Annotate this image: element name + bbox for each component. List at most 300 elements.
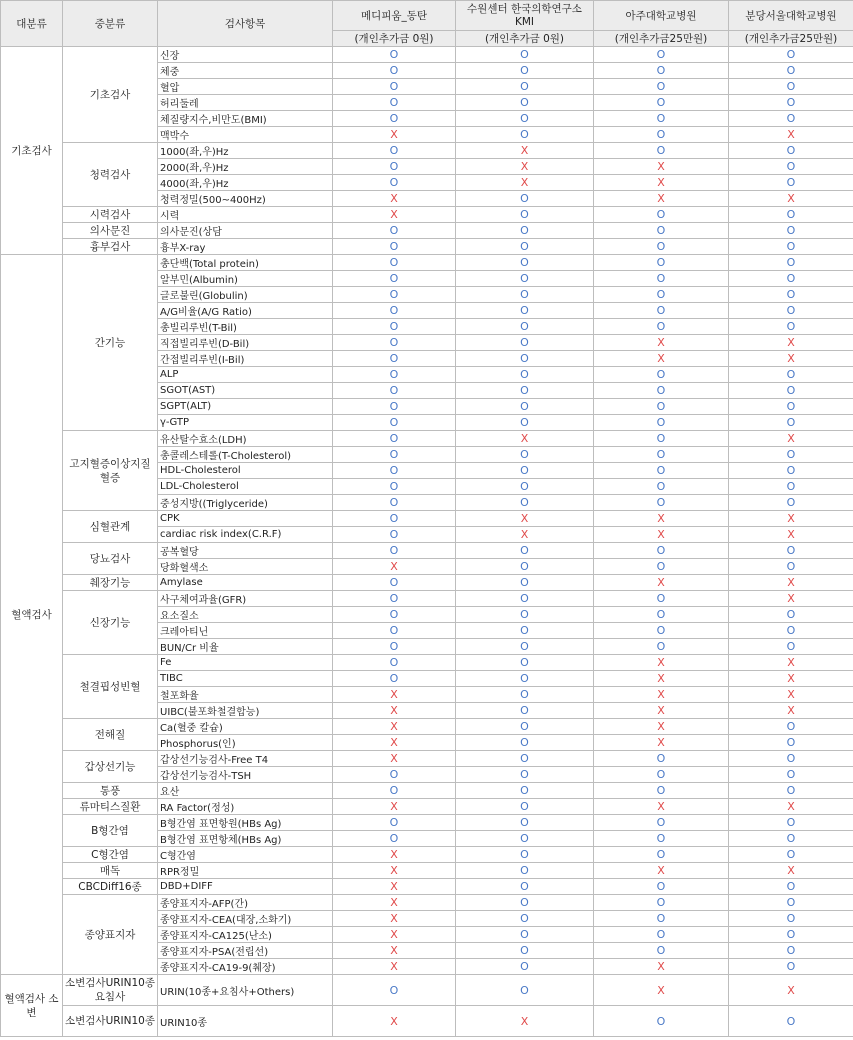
included-mark: O (333, 159, 456, 175)
test-item: 신장 (158, 47, 333, 63)
not-included-mark: X (729, 799, 853, 815)
included-mark: O (456, 847, 594, 863)
test-item: 직접빌리루빈(D-Bil) (158, 335, 333, 351)
included-mark: O (333, 447, 456, 463)
included-mark: O (333, 479, 456, 495)
test-item: Phosphorus(인) (158, 735, 333, 751)
included-mark: O (729, 319, 853, 335)
test-item: 종양표지자-CA125(난소) (158, 927, 333, 943)
middle-category: 매독 (63, 863, 158, 879)
included-mark: O (594, 431, 729, 447)
not-included-mark: X (594, 191, 729, 207)
test-item: Amylase (158, 575, 333, 591)
included-mark: O (729, 79, 853, 95)
test-item: 1000(좌,우)Hz (158, 143, 333, 159)
included-mark: O (594, 495, 729, 511)
included-mark: O (456, 831, 594, 847)
test-item: 요산 (158, 783, 333, 799)
middle-category: 류마티스질환 (63, 799, 158, 815)
test-item: 종양표지자-PSA(전립선) (158, 943, 333, 959)
included-mark: O (456, 719, 594, 735)
not-included-mark: X (333, 703, 456, 719)
included-mark: O (594, 751, 729, 767)
middle-category: 기초검사 (63, 47, 158, 143)
table-row (1, 1006, 853, 1037)
test-item: 공복혈당 (158, 543, 333, 559)
included-mark: O (729, 543, 853, 559)
included-mark: O (456, 255, 594, 271)
test-item: 크레아티닌 (158, 623, 333, 639)
not-included-mark: X (333, 911, 456, 927)
table-row (1, 591, 853, 607)
included-mark: O (594, 223, 729, 239)
included-mark: O (456, 95, 594, 111)
included-mark: O (333, 143, 456, 159)
included-mark: O (594, 1006, 729, 1037)
header-hospital-3: 아주대학교병원 (594, 1, 729, 31)
not-included-mark: X (333, 799, 456, 815)
included-mark: O (456, 271, 594, 287)
included-mark: O (456, 943, 594, 959)
included-mark: O (456, 47, 594, 63)
included-mark: O (456, 895, 594, 911)
included-mark: O (333, 543, 456, 559)
included-mark: O (456, 799, 594, 815)
included-mark: O (594, 463, 729, 479)
header-major: 대분류 (1, 1, 63, 47)
not-included-mark: X (594, 863, 729, 879)
middle-category: 청력검사 (63, 143, 158, 207)
middle-category: 당뇨검사 (63, 543, 158, 575)
test-item: Ca(혈중 칼슘) (158, 719, 333, 735)
not-included-mark: X (729, 527, 853, 543)
test-item: 중성지방((Triglyceride) (158, 495, 333, 511)
not-included-mark: X (456, 143, 594, 159)
not-included-mark: X (333, 735, 456, 751)
included-mark: O (456, 287, 594, 303)
included-mark: O (594, 591, 729, 607)
included-mark: O (333, 655, 456, 671)
test-item: 시력 (158, 207, 333, 223)
table-row (1, 975, 853, 1006)
test-item: LDL-Cholesterol (158, 479, 333, 495)
included-mark: O (456, 655, 594, 671)
included-mark: O (594, 479, 729, 495)
test-item: 총단백(Total protein) (158, 255, 333, 271)
included-mark: O (456, 303, 594, 319)
included-mark: O (456, 927, 594, 943)
included-mark: O (333, 831, 456, 847)
table-row (1, 751, 853, 767)
included-mark: O (594, 623, 729, 639)
included-mark: O (456, 975, 594, 1006)
included-mark: O (594, 63, 729, 79)
included-mark: O (594, 143, 729, 159)
included-mark: O (594, 79, 729, 95)
included-mark: O (594, 815, 729, 831)
not-included-mark: X (333, 943, 456, 959)
included-mark: O (333, 431, 456, 447)
test-item: 갑상선기능검사-TSH (158, 767, 333, 783)
not-included-mark: X (729, 863, 853, 879)
included-mark: O (729, 111, 853, 127)
included-mark: O (594, 879, 729, 895)
test-item: SGPT(ALT) (158, 399, 333, 415)
not-included-mark: X (729, 127, 853, 143)
middle-category: 시력검사 (63, 207, 158, 223)
test-item: 간접빌리루빈(I-Bil) (158, 351, 333, 367)
test-item: 총콜레스테롤(T-Cholesterol) (158, 447, 333, 463)
test-item: 4000(좌,우)Hz (158, 175, 333, 191)
included-mark: O (333, 591, 456, 607)
included-mark: O (456, 351, 594, 367)
included-mark: O (456, 687, 594, 703)
not-included-mark: X (594, 335, 729, 351)
test-item: 요소질소 (158, 607, 333, 623)
included-mark: O (333, 767, 456, 783)
test-item: 갑상선기능검사-Free T4 (158, 751, 333, 767)
included-mark: O (333, 303, 456, 319)
table-row (1, 511, 853, 527)
included-mark: O (594, 255, 729, 271)
included-mark: O (456, 591, 594, 607)
included-mark: O (729, 287, 853, 303)
table-row (1, 239, 853, 255)
included-mark: O (333, 607, 456, 623)
test-item: CPK (158, 511, 333, 527)
included-mark: O (456, 447, 594, 463)
test-item: 흉부X-ray (158, 239, 333, 255)
table-row (1, 815, 853, 831)
included-mark: O (594, 207, 729, 223)
included-mark: O (729, 639, 853, 655)
header-middle: 중분류 (63, 1, 158, 47)
included-mark: O (729, 719, 853, 735)
included-mark: O (729, 447, 853, 463)
included-mark: O (333, 111, 456, 127)
table-row (1, 783, 853, 799)
test-item: γ-GTP (158, 415, 333, 431)
middle-category: 간기능 (63, 255, 158, 431)
middle-category: 신장기능 (63, 591, 158, 655)
included-mark: O (333, 287, 456, 303)
included-mark: O (456, 783, 594, 799)
included-mark: O (729, 95, 853, 111)
test-item: 종양표지자-CEA(대장,소화기) (158, 911, 333, 927)
included-mark: O (333, 527, 456, 543)
included-mark: O (456, 639, 594, 655)
not-included-mark: X (594, 351, 729, 367)
not-included-mark: X (333, 1006, 456, 1037)
included-mark: O (594, 239, 729, 255)
header-cost-4: (개인추가금25만원) (729, 31, 853, 47)
test-item: SGOT(AST) (158, 383, 333, 399)
included-mark: O (333, 255, 456, 271)
included-mark: O (456, 127, 594, 143)
table-row (1, 655, 853, 671)
included-mark: O (456, 111, 594, 127)
middle-category: 췌장기능 (63, 575, 158, 591)
included-mark: O (333, 239, 456, 255)
middle-category: 흉부검사 (63, 239, 158, 255)
included-mark: O (594, 895, 729, 911)
not-included-mark: X (594, 687, 729, 703)
included-mark: O (729, 399, 853, 415)
header-cost-3: (개인추가금25만원) (594, 31, 729, 47)
included-mark: O (333, 495, 456, 511)
included-mark: O (594, 607, 729, 623)
not-included-mark: X (729, 671, 853, 687)
middle-category: C형간염 (63, 847, 158, 863)
included-mark: O (729, 255, 853, 271)
included-mark: O (594, 399, 729, 415)
included-mark: O (729, 783, 853, 799)
included-mark: O (456, 911, 594, 927)
included-mark: O (729, 607, 853, 623)
not-included-mark: X (729, 591, 853, 607)
included-mark: O (729, 367, 853, 383)
included-mark: O (333, 975, 456, 1006)
test-item: 의사문진(상담 (158, 223, 333, 239)
included-mark: O (333, 463, 456, 479)
included-mark: O (456, 863, 594, 879)
included-mark: O (729, 895, 853, 911)
included-mark: O (333, 415, 456, 431)
table-row (1, 143, 853, 159)
included-mark: O (729, 159, 853, 175)
not-included-mark: X (729, 191, 853, 207)
included-mark: O (456, 415, 594, 431)
included-mark: O (729, 47, 853, 63)
test-item: 종양표지자-CA19-9(췌장) (158, 959, 333, 975)
not-included-mark: X (594, 719, 729, 735)
header-cost-1: (개인추가금 0원) (333, 31, 456, 47)
included-mark: O (594, 639, 729, 655)
included-mark: O (456, 335, 594, 351)
included-mark: O (729, 63, 853, 79)
included-mark: O (456, 399, 594, 415)
included-mark: O (594, 911, 729, 927)
included-mark: O (594, 559, 729, 575)
test-item: URIN10종 (158, 1006, 333, 1037)
test-item: 알부민(Albumin) (158, 271, 333, 287)
included-mark: O (729, 463, 853, 479)
header-hospital-4: 분당서울대학교병원 (729, 1, 853, 31)
major-category: 기초검사 (1, 47, 63, 255)
included-mark: O (594, 319, 729, 335)
not-included-mark: X (729, 511, 853, 527)
included-mark: O (594, 767, 729, 783)
included-mark: O (729, 879, 853, 895)
table-row (1, 799, 853, 815)
middle-category: 심혈관계 (63, 511, 158, 543)
not-included-mark: X (594, 703, 729, 719)
test-item: Fe (158, 655, 333, 671)
test-item: UIBC(불포화철결합능) (158, 703, 333, 719)
included-mark: O (729, 479, 853, 495)
header-item: 검사항목 (158, 1, 333, 47)
test-item: B형간염 표면항체(HBs Ag) (158, 831, 333, 847)
middle-category: 소변검사URIN10종 (63, 1006, 158, 1037)
middle-category: CBCDiff16종 (63, 879, 158, 895)
major-category: 혈액검사 소변 (1, 975, 63, 1037)
included-mark: O (594, 287, 729, 303)
included-mark: O (456, 671, 594, 687)
not-included-mark: X (594, 735, 729, 751)
included-mark: O (594, 943, 729, 959)
test-item: cardiac risk index(C.R.F) (158, 527, 333, 543)
included-mark: O (594, 95, 729, 111)
not-included-mark: X (333, 191, 456, 207)
included-mark: O (729, 1006, 853, 1037)
included-mark: O (729, 927, 853, 943)
included-mark: O (333, 47, 456, 63)
test-item: 유산탈수효소(LDH) (158, 431, 333, 447)
included-mark: O (729, 943, 853, 959)
included-mark: O (333, 511, 456, 527)
included-mark: O (456, 767, 594, 783)
included-mark: O (333, 623, 456, 639)
not-included-mark: X (333, 559, 456, 575)
header-hospital-1: 메디피움_동탄 (333, 1, 456, 31)
table-row (1, 719, 853, 735)
included-mark: O (333, 367, 456, 383)
included-mark: O (729, 767, 853, 783)
header-cost-2: (개인추가금 0원) (456, 31, 594, 47)
not-included-mark: X (456, 175, 594, 191)
test-item: 사구체여과율(GFR) (158, 591, 333, 607)
included-mark: O (594, 383, 729, 399)
not-included-mark: X (729, 687, 853, 703)
test-item: 총빌리루빈(T-Bil) (158, 319, 333, 335)
included-mark: O (594, 927, 729, 943)
not-included-mark: X (333, 927, 456, 943)
included-mark: O (594, 783, 729, 799)
not-included-mark: X (456, 159, 594, 175)
included-mark: O (456, 239, 594, 255)
included-mark: O (456, 367, 594, 383)
not-included-mark: X (333, 847, 456, 863)
included-mark: O (456, 223, 594, 239)
not-included-mark: X (729, 351, 853, 367)
included-mark: O (333, 271, 456, 287)
included-mark: O (729, 831, 853, 847)
test-item: A/G비율(A/G Ratio) (158, 303, 333, 319)
included-mark: O (729, 735, 853, 751)
test-item: TIBC (158, 671, 333, 687)
included-mark: O (594, 303, 729, 319)
not-included-mark: X (594, 575, 729, 591)
included-mark: O (456, 495, 594, 511)
included-mark: O (456, 479, 594, 495)
included-mark: O (456, 319, 594, 335)
included-mark: O (456, 79, 594, 95)
included-mark: O (333, 79, 456, 95)
included-mark: O (456, 575, 594, 591)
included-mark: O (333, 95, 456, 111)
not-included-mark: X (594, 175, 729, 191)
table-row (1, 847, 853, 863)
middle-category: 전해질 (63, 719, 158, 751)
included-mark: O (456, 463, 594, 479)
table-row (1, 207, 853, 223)
included-mark: O (729, 303, 853, 319)
included-mark: O (594, 47, 729, 63)
not-included-mark: X (729, 975, 853, 1006)
middle-category: 종양표지자 (63, 895, 158, 975)
middle-category: 통풍 (63, 783, 158, 799)
test-item: C형간염 (158, 847, 333, 863)
not-included-mark: X (456, 1006, 594, 1037)
included-mark: O (729, 207, 853, 223)
included-mark: O (333, 575, 456, 591)
table-row (1, 575, 853, 591)
table-row (1, 863, 853, 879)
test-item: 글로불린(Globulin) (158, 287, 333, 303)
included-mark: O (456, 191, 594, 207)
middle-category: B형간염 (63, 815, 158, 847)
included-mark: O (729, 175, 853, 191)
included-mark: O (594, 847, 729, 863)
included-mark: O (729, 847, 853, 863)
included-mark: O (729, 271, 853, 287)
major-category: 혈액검사 (1, 255, 63, 975)
included-mark: O (456, 879, 594, 895)
included-mark: O (729, 383, 853, 399)
included-mark: O (594, 415, 729, 431)
included-mark: O (456, 207, 594, 223)
included-mark: O (594, 127, 729, 143)
table-row (1, 543, 853, 559)
test-item: ALP (158, 367, 333, 383)
included-mark: O (456, 383, 594, 399)
not-included-mark: X (333, 127, 456, 143)
header-hospital-2: 수원센터 한국의학연구소 KMI (456, 1, 594, 31)
not-included-mark: X (594, 511, 729, 527)
included-mark: O (729, 815, 853, 831)
table-row (1, 223, 853, 239)
test-item: DBD+DIFF (158, 879, 333, 895)
included-mark: O (456, 63, 594, 79)
test-item: 당화혈색소 (158, 559, 333, 575)
middle-category: 의사문진 (63, 223, 158, 239)
not-included-mark: X (729, 655, 853, 671)
not-included-mark: X (333, 863, 456, 879)
test-item: 2000(좌,우)Hz (158, 159, 333, 175)
included-mark: O (729, 239, 853, 255)
not-included-mark: X (594, 655, 729, 671)
included-mark: O (456, 751, 594, 767)
included-mark: O (456, 543, 594, 559)
test-item: 체질량지수,비만도(BMI) (158, 111, 333, 127)
not-included-mark: X (594, 799, 729, 815)
included-mark: O (729, 911, 853, 927)
included-mark: O (594, 543, 729, 559)
not-included-mark: X (333, 687, 456, 703)
table-row (1, 47, 853, 63)
included-mark: O (456, 735, 594, 751)
not-included-mark: X (333, 959, 456, 975)
included-mark: O (456, 815, 594, 831)
table-row (1, 431, 853, 447)
test-item: 종양표지자-AFP(간) (158, 895, 333, 911)
table-row (1, 255, 853, 271)
test-item: BUN/Cr 비율 (158, 639, 333, 655)
table-row (1, 879, 853, 895)
included-mark: O (729, 751, 853, 767)
not-included-mark: X (333, 879, 456, 895)
table-row (1, 895, 853, 911)
